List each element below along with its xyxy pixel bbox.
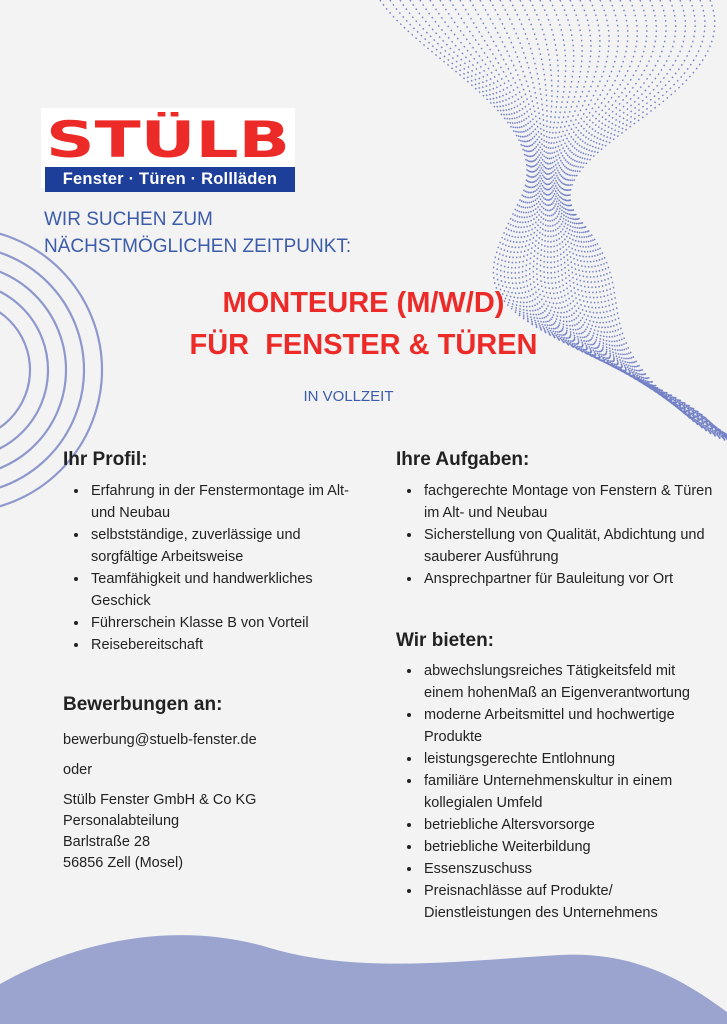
logo-wordmark — [41, 112, 295, 164]
wave-line — [490, 0, 727, 447]
wave-line — [380, 0, 727, 440]
profile-list — [63, 480, 359, 656]
offer-heading: Wir bieten: — [396, 630, 494, 651]
list-item: • Ansprechpartner für Bauleitung vor Ort — [422, 568, 722, 590]
job-title-line-1: MONTEURE (M/W/D) — [222, 287, 505, 319]
application-heading: Bewerbungen an: — [63, 694, 223, 715]
city: 56856 Zell (Mosel) — [63, 855, 184, 871]
wave-line — [510, 0, 727, 448]
list-item: • Führerschein Klasse B von Vorteil — [89, 612, 359, 634]
wave-line — [440, 0, 727, 444]
wave-line — [549, 0, 727, 450]
job-title-line-2: FÜR FENSTER & TÜREN — [189, 329, 538, 361]
offer-list — [396, 660, 712, 924]
wave-line — [400, 0, 727, 441]
wave-line — [556, 0, 727, 453]
list-item: • Erfahrung in der Fenstermontage im Alt- und Neubau — [89, 480, 359, 524]
list-item: • familiäre Unternehmenskultur in einem kollegialen Umfeld — [422, 770, 712, 814]
wave-line — [480, 0, 727, 446]
list-item: • Preisnachlässe auf Produkte/ Dienstleistungen des Unternehmens — [422, 880, 712, 924]
application-or: oder — [63, 762, 93, 778]
list-item: • Sicherstellung von Qualität, Abdichtung und sauberer Ausführung — [422, 524, 722, 568]
wave-line — [554, 0, 727, 453]
list-item: • betriebliche Altersvorsorge — [422, 814, 712, 836]
list-item: • betriebliche Weiterbildung — [422, 836, 712, 858]
wave-line — [520, 0, 727, 448]
list-item: • leistungsgerechte Entlohnung — [422, 748, 712, 770]
list-item: • selbstständige, zuverlässige und sorgfältige Arbeitsweise — [89, 524, 359, 568]
intro-line-2: NÄCHSTMÖGLICHEN ZEITPUNKT: — [44, 236, 352, 257]
wave-line — [553, 0, 727, 452]
logo-wordmark-text: STÜLB — [46, 112, 227, 164]
list-item: • moderne Arbeitsmittel und hochwertige Produkte — [422, 704, 712, 748]
company-name: Stülb Fenster GmbH & Co KG — [63, 792, 257, 808]
intro-text — [44, 206, 351, 260]
profile-heading: Ihr Profil: — [63, 449, 148, 470]
company-logo — [41, 108, 295, 188]
list-item: • Teamfähigkeit und handwerkliches Geschick — [89, 568, 359, 612]
tasks-heading: Ihre Aufgaben: — [396, 449, 530, 470]
bottom-wave-decoration — [0, 935, 727, 1024]
employment-type: IN VOLLZEIT — [303, 388, 394, 405]
job-title — [0, 282, 727, 366]
intro-line-1: WIR SUCHEN ZUM — [44, 209, 213, 230]
list-item: • Essenszuschuss — [422, 858, 712, 880]
application-email: bewerbung@stuelb-fenster.de — [63, 732, 257, 748]
department: Personalabteilung — [63, 813, 180, 829]
list-item: • fachgerechte Montage von Fenstern & Türen im Alt- und Neubau — [422, 480, 722, 524]
street: Barlstraße 28 — [63, 834, 151, 850]
wave-line — [460, 0, 727, 445]
wave-line — [557, 0, 727, 454]
wave-line — [430, 0, 727, 443]
wave-line — [550, 0, 727, 451]
tasks-list — [396, 480, 722, 590]
list-item: • Reisebereitschaft — [89, 634, 359, 656]
wave-line — [530, 0, 727, 449]
application-address — [63, 790, 256, 874]
wave-line — [470, 0, 727, 445]
logo-tagline: Fenster · Türen · Rollläden — [45, 167, 295, 192]
list-item: • abwechslungsreiches Tätigkeitsfeld mit einem hohenMaß an Eigenverantwortung — [422, 660, 712, 704]
wave-line — [552, 0, 727, 452]
